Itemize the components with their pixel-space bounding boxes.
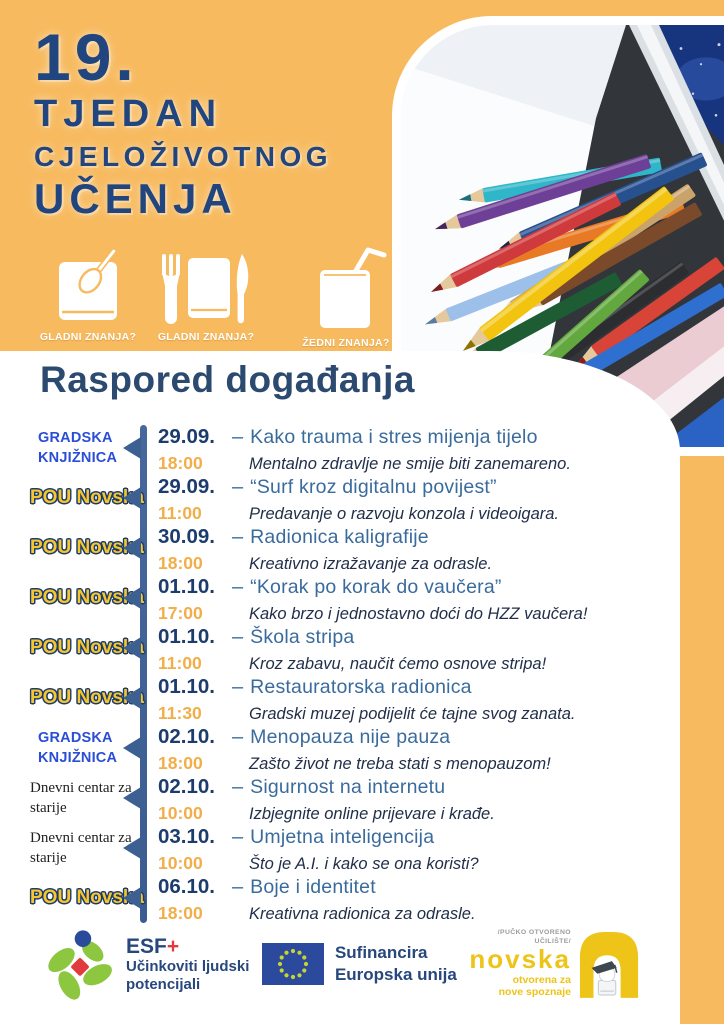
venue-label: POU Novska xyxy=(30,537,145,558)
event-date: 02.10. xyxy=(158,725,215,748)
event-time: 11:00 xyxy=(158,653,202,673)
hero-icon-hungry-1 xyxy=(24,242,152,343)
schedule-panel xyxy=(0,351,680,1024)
footer-logos xyxy=(44,924,640,1004)
venue-label: Dnevni centar za starije xyxy=(30,829,132,866)
novska-brand: novska xyxy=(469,944,571,975)
book-fork-knife-icon xyxy=(154,242,258,328)
event-row xyxy=(30,623,660,673)
dash: – xyxy=(232,526,244,548)
hero-icon-label: ŽEDNI ZNANJA? xyxy=(302,337,390,349)
schedule-list xyxy=(30,423,660,923)
event-description: Predavanje o razvoju konzola i videoigara. xyxy=(249,505,560,523)
venue-label: GRADSKA KNJIŽNICA xyxy=(38,729,118,766)
event-description: Kreativna radionica za odrasle. xyxy=(249,905,476,923)
novska-tagline-2: nove spoznaje xyxy=(498,986,571,999)
event-description: Kako brzo i jednostavno doći do HZZ vaučera! xyxy=(249,605,588,623)
esf-pinwheel-icon xyxy=(44,927,118,1001)
timeline-arrow-icon xyxy=(123,887,141,909)
event-title: Sigurnost na internetu xyxy=(250,776,446,798)
schedule-heading: Raspored događanja xyxy=(40,359,415,400)
event-title: Škola stripa xyxy=(250,626,355,648)
event-description: Izbjegnite online prijevare i krađe. xyxy=(249,805,495,823)
event-date: 29.09. xyxy=(158,425,215,448)
venue-label: POU Novska xyxy=(30,487,145,508)
event-description: Mentalno zdravlje ne smije biti zanemareno. xyxy=(249,455,571,473)
eu-line-1: Sufinancira xyxy=(334,942,428,962)
event-title: “Korak po korak do vaučera” xyxy=(250,576,502,598)
timeline-arrow-icon xyxy=(123,837,141,859)
book-spoon-icon xyxy=(42,242,134,328)
timeline-arrow-icon xyxy=(123,437,141,459)
event-date: 01.10. xyxy=(158,675,215,698)
event-description: Kroz zabavu, naučit ćemo osnove stripa! xyxy=(249,655,547,673)
esf-tagline-1: Učinkoviti ljudski xyxy=(126,957,250,975)
event-title: Menopauza nije pauza xyxy=(250,726,451,748)
hero-icon-label: GLADNI ZNANJA? xyxy=(39,331,137,343)
eu-line-2: Europska unija xyxy=(334,965,457,984)
venue-label: Dnevni centar za starije xyxy=(30,779,132,816)
dash: – xyxy=(232,576,244,598)
title-line-2: CJELOŽIVOTNOG xyxy=(34,140,333,172)
event-date: 29.09. xyxy=(158,475,215,498)
hero-icon-label: GLADNI ZNANJA? xyxy=(157,331,255,343)
venue-label: POU Novska xyxy=(30,637,145,658)
venue-label: POU Novska xyxy=(30,687,145,708)
event-title: Umjetna inteligencija xyxy=(250,826,435,848)
event-time: 18:00 xyxy=(158,903,203,923)
event-row xyxy=(30,573,660,623)
event-time: 18:00 xyxy=(158,553,203,573)
esf-logo xyxy=(44,927,249,1001)
timeline-arrow-icon xyxy=(123,587,141,609)
dash: – xyxy=(232,726,244,748)
event-description: Zašto život ne treba stati s menopauzom! xyxy=(249,755,551,773)
event-row xyxy=(30,773,660,823)
hero-icon-thirsty xyxy=(282,242,410,349)
timeline-arrow-icon xyxy=(123,787,141,809)
event-time: 10:00 xyxy=(158,803,203,823)
esf-brand: ESF xyxy=(126,934,167,958)
event-time: 11:00 xyxy=(158,503,202,523)
event-date: 02.10. xyxy=(158,775,215,798)
event-date: 03.10. xyxy=(158,825,215,848)
dash: – xyxy=(232,426,244,448)
event-date: 30.09. xyxy=(158,525,215,548)
event-description: Kreativno izražavanje za odrasle. xyxy=(249,555,493,573)
venue-label: GRADSKA KNJIŽNICA xyxy=(38,429,118,466)
event-row xyxy=(30,473,660,523)
dash: – xyxy=(232,476,244,498)
eu-flag-icon xyxy=(262,943,324,985)
eu-logo xyxy=(262,942,457,986)
event-row xyxy=(30,523,660,573)
event-title: Boje i identitet xyxy=(250,876,376,898)
novska-org-line-1: /PUČKO OTVORENO xyxy=(497,929,571,937)
timeline-arrow-icon xyxy=(123,637,141,659)
novska-logo xyxy=(469,929,640,998)
event-time: 18:00 xyxy=(158,453,203,473)
event-date: 06.10. xyxy=(158,875,215,898)
event-row xyxy=(30,673,660,723)
event-title: Kako trauma i stres mijenja tijelo xyxy=(250,426,538,448)
event-description: Što je A.I. i kako se ona koristi? xyxy=(249,855,479,873)
event-description: Gradski muzej podijelit će tajne svog zanata. xyxy=(249,705,576,723)
dash: – xyxy=(232,776,244,798)
event-time: 11:30 xyxy=(158,703,202,723)
venue-label: POU Novska xyxy=(30,887,145,908)
event-title: Restauratorska radionica xyxy=(250,676,472,698)
venue-label: POU Novska xyxy=(30,587,145,608)
esf-plus: + xyxy=(166,934,180,958)
event-row xyxy=(30,423,660,473)
event-title: Radionica kaligrafije xyxy=(250,526,429,548)
dash: – xyxy=(232,676,244,698)
hero-icon-hungry-2 xyxy=(142,242,270,343)
event-time: 18:00 xyxy=(158,753,203,773)
event-row xyxy=(30,873,660,923)
dash: – xyxy=(232,826,244,848)
event-date: 01.10. xyxy=(158,625,215,648)
event-date: 01.10. xyxy=(158,575,215,598)
event-time: 17:00 xyxy=(158,603,203,623)
hero-title xyxy=(34,20,333,224)
timeline-arrow-icon xyxy=(123,737,141,759)
event-title: “Surf kroz digitalnu povijest” xyxy=(250,476,497,498)
title-line-3: UČENJA xyxy=(34,175,237,223)
novska-org-line-2: UČILIŠTE/ xyxy=(534,937,571,945)
timeline-arrow-icon xyxy=(123,687,141,709)
novska-n-astronaut-icon xyxy=(578,930,640,998)
timeline-arrow-icon xyxy=(123,537,141,559)
event-row xyxy=(30,723,660,773)
event-time: 10:00 xyxy=(158,853,203,873)
novska-tagline-1: otvorena za xyxy=(512,973,571,986)
book-straw-icon xyxy=(298,242,394,334)
esf-tagline-2: potencijali xyxy=(126,975,201,993)
timeline-arrow-icon xyxy=(123,487,141,509)
event-row xyxy=(30,823,660,873)
dash: – xyxy=(232,626,244,648)
title-line-1: TJEDAN xyxy=(34,93,223,135)
edition-number: 19. xyxy=(34,20,138,94)
dash: – xyxy=(232,876,244,898)
